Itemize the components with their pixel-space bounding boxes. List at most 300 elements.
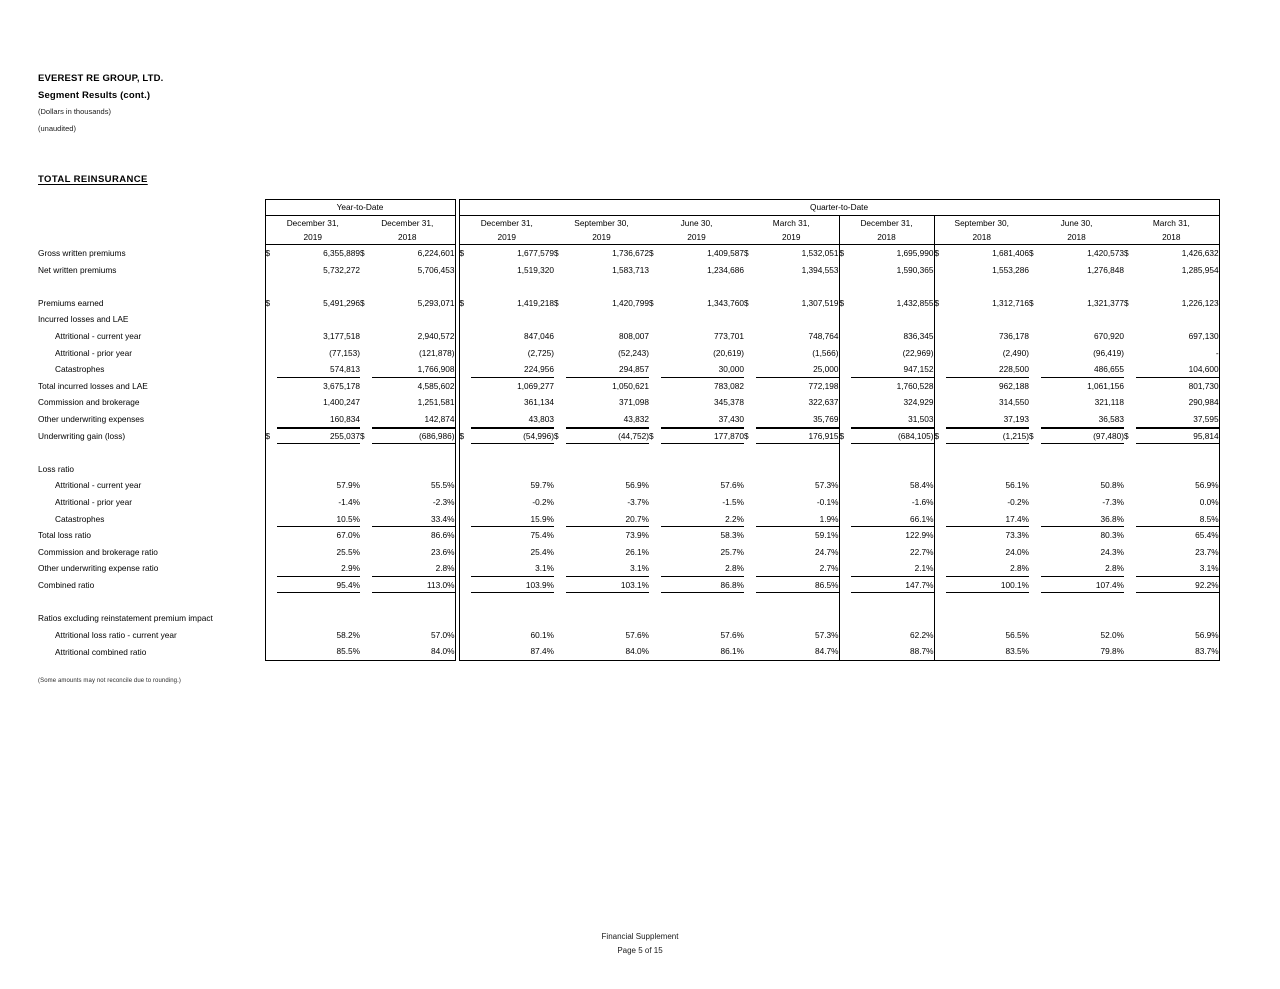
cell-value: 85.5% <box>336 646 360 657</box>
cell-value: 36.8% <box>1041 511 1124 528</box>
currency-symbol <box>459 527 471 544</box>
currency-symbol <box>554 527 566 544</box>
cell-value: -0.2% <box>532 496 554 507</box>
cell-value <box>756 610 839 627</box>
currency-symbol: $ <box>265 295 277 312</box>
column-header-year-6: 2018 <box>839 230 934 245</box>
currency-symbol <box>934 328 946 345</box>
currency-symbol <box>265 444 277 461</box>
cell-value <box>851 610 934 627</box>
cell-value: 56.9% <box>1136 477 1219 494</box>
currency-symbol <box>1124 527 1136 544</box>
table-row <box>38 544 1219 561</box>
cell-value <box>1041 461 1124 478</box>
cell-value <box>756 461 839 478</box>
cell-value: 294,857 <box>566 361 649 378</box>
currency-symbol <box>839 361 851 378</box>
cell-value <box>1136 278 1219 295</box>
currency-symbol <box>649 511 661 528</box>
cell-value: 1,681,406 <box>992 248 1029 258</box>
cell-value <box>946 444 1029 461</box>
currency-symbol <box>744 411 756 428</box>
cell-value: (121,878) <box>372 345 455 362</box>
cell-value: 176,915 <box>756 428 839 445</box>
currency-symbol: $ <box>649 297 654 308</box>
currency-symbol: $ <box>1124 430 1129 441</box>
currency-symbol <box>1124 560 1136 577</box>
cell-value <box>372 593 455 610</box>
cell-value: 808,007 <box>619 330 649 341</box>
cell-value <box>1136 610 1219 627</box>
qtd-bottom-rule <box>459 660 1219 663</box>
cell-value: 773,701 <box>714 330 744 341</box>
row-label: Attritional combined ratio <box>55 646 147 657</box>
currency-symbol <box>744 311 756 328</box>
segment-results-table <box>38 199 1220 663</box>
cell-value: 37,193 <box>946 411 1029 428</box>
currency-symbol <box>265 411 277 428</box>
table-row <box>38 378 1219 395</box>
cell-value: 56.9% <box>1136 627 1219 644</box>
currency-symbol <box>839 378 851 395</box>
cell-value: 59.7% <box>530 480 554 491</box>
currency-symbol <box>265 461 277 478</box>
currency-symbol <box>839 511 851 528</box>
currency-symbol <box>265 544 277 561</box>
cell-value: 5,491,296 <box>323 297 360 308</box>
currency-symbol <box>1029 477 1041 494</box>
currency-symbol <box>839 461 851 478</box>
cell-value: (77,153) <box>329 347 360 358</box>
currency-symbol <box>265 494 277 511</box>
currency-symbol: $ <box>554 430 559 441</box>
row-label: Other underwriting expenses <box>38 413 145 424</box>
currency-symbol <box>649 544 661 561</box>
currency-symbol <box>1124 511 1136 528</box>
currency-symbol: $ <box>360 430 365 441</box>
cell-value: 57.3% <box>814 629 839 640</box>
cell-value: 86.1% <box>720 646 744 657</box>
cell-value: 33.4% <box>372 511 455 528</box>
currency-symbol <box>265 311 277 328</box>
currency-symbol <box>459 461 471 478</box>
cell-value: 15.9% <box>471 511 554 528</box>
cell-value: 1,069,277 <box>517 380 554 391</box>
currency-symbol <box>1124 345 1136 362</box>
cell-value <box>1041 311 1124 328</box>
cell-value: 25.7% <box>720 546 744 557</box>
cell-value: 80.3% <box>1100 530 1124 541</box>
cell-value <box>566 610 649 627</box>
table-row <box>38 262 1219 279</box>
cell-value: 1,312,716 <box>992 297 1029 308</box>
currency-symbol <box>649 577 661 594</box>
currency-symbol <box>1124 262 1136 279</box>
currency-symbol <box>265 361 277 378</box>
cell-value: 2.2% <box>661 511 744 528</box>
cell-value <box>1041 610 1124 627</box>
currency-symbol <box>265 394 277 411</box>
table-row <box>38 643 1219 660</box>
currency-symbol <box>744 378 756 395</box>
cell-value: (1,566) <box>812 347 839 358</box>
cell-value <box>277 278 360 295</box>
cell-value: 736,178 <box>999 330 1029 341</box>
cell-value: 783,082 <box>714 380 744 391</box>
currency-symbol <box>459 544 471 561</box>
cell-value: 122.9% <box>851 527 934 544</box>
cell-value: 43,832 <box>566 411 649 428</box>
cell-value: 107.4% <box>1041 577 1124 594</box>
cell-value: (2,725) <box>527 347 554 358</box>
cell-value: 772,198 <box>808 380 839 391</box>
currency-symbol <box>1124 411 1136 428</box>
cell-value: 57.6% <box>720 629 744 640</box>
currency-symbol <box>934 262 946 279</box>
cell-value: 66.1% <box>851 511 934 528</box>
cell-value: 103.9% <box>471 577 554 594</box>
row-label: Other underwriting expense ratio <box>38 563 159 574</box>
currency-symbol <box>744 461 756 478</box>
cell-value: 748,764 <box>808 330 839 341</box>
currency-symbol: $ <box>1124 297 1129 308</box>
table-row <box>38 411 1219 428</box>
column-header-year-8: 2018 <box>1029 230 1124 245</box>
currency-symbol <box>360 527 372 544</box>
currency-symbol <box>554 328 566 345</box>
currency-symbol <box>265 345 277 362</box>
cell-value: 1,420,799 <box>612 297 649 308</box>
currency-symbol <box>1029 527 1041 544</box>
column-header-date-7: September 30, <box>954 218 1009 228</box>
cell-value: 1,307,519 <box>801 297 839 308</box>
cell-value <box>1136 461 1219 478</box>
cell-value: 84.7% <box>814 646 839 657</box>
currency-symbol <box>744 494 756 511</box>
column-header-year-7: 2018 <box>934 230 1029 245</box>
cell-value: 1,251,581 <box>372 394 455 411</box>
cell-value <box>851 593 934 610</box>
currency-symbol <box>934 577 946 594</box>
currency-symbol <box>1124 477 1136 494</box>
cell-value: 95,814 <box>1136 428 1219 445</box>
table-row <box>38 345 1219 362</box>
currency-symbol <box>360 361 372 378</box>
table-row <box>38 527 1219 544</box>
cell-value: 86.5% <box>756 577 839 594</box>
currency-symbol <box>554 494 566 511</box>
cell-value: 83.5% <box>1005 646 1029 657</box>
cell-value <box>372 461 455 478</box>
cell-value: (52,243) <box>618 347 649 358</box>
currency-symbol <box>1124 544 1136 561</box>
currency-symbol <box>459 444 471 461</box>
currency-symbol <box>360 627 372 644</box>
row-label: Attritional - current year <box>55 330 142 341</box>
currency-symbol <box>1124 610 1136 627</box>
cell-value: 160,834 <box>277 411 360 428</box>
currency-symbol: $ <box>1029 297 1034 308</box>
currency-symbol <box>1029 577 1041 594</box>
currency-symbol <box>459 394 471 411</box>
currency-symbol <box>265 278 277 295</box>
currency-symbol <box>1124 328 1136 345</box>
cell-value: 31,503 <box>851 411 934 428</box>
cell-value <box>946 311 1029 328</box>
segment-results-table-container <box>38 199 1243 663</box>
cell-value: 10.5% <box>277 511 360 528</box>
column-header-year-9: 2018 <box>1124 230 1219 245</box>
currency-symbol <box>360 311 372 328</box>
currency-symbol <box>649 593 661 610</box>
currency-symbol: $ <box>839 428 851 445</box>
cell-value: 847,046 <box>524 330 554 341</box>
currency-symbol: $ <box>649 430 654 441</box>
cell-value: 5,706,453 <box>372 262 455 279</box>
cell-value: 50.8% <box>1100 480 1124 491</box>
currency-symbol <box>1124 643 1136 660</box>
currency-symbol <box>360 593 372 610</box>
currency-symbol <box>649 311 661 328</box>
cell-value: 55.5% <box>372 477 455 494</box>
currency-symbol <box>744 394 756 411</box>
currency-symbol <box>360 461 372 478</box>
cell-value: 58.2% <box>336 629 360 640</box>
currency-symbol <box>744 477 756 494</box>
row-label: Incurred losses and LAE <box>38 314 129 325</box>
cell-value: 1,400,247 <box>323 397 360 408</box>
cell-value: 3.1% <box>471 560 554 577</box>
cell-value: 1,532,051 <box>801 248 839 258</box>
cell-value <box>277 593 360 610</box>
cell-value: 574,813 <box>277 361 360 378</box>
cell-value: 1,050,621 <box>612 380 649 391</box>
cell-value <box>277 311 360 328</box>
table-spacer-row <box>38 593 1219 610</box>
currency-symbol <box>934 593 946 610</box>
currency-symbol <box>554 593 566 610</box>
currency-symbol <box>1029 461 1041 478</box>
currency-symbol <box>265 610 277 627</box>
cell-value: 24.0% <box>1005 546 1029 557</box>
cell-value: 83.7% <box>1136 643 1219 660</box>
cell-value <box>372 311 455 328</box>
currency-symbol <box>554 444 566 461</box>
column-header-date-2: December 31, <box>459 216 554 231</box>
currency-symbol <box>744 511 756 528</box>
table-spacer-row <box>38 278 1219 295</box>
column-header-date-0: December 31, <box>265 216 360 231</box>
currency-symbol <box>839 311 851 328</box>
currency-symbol <box>1029 544 1041 561</box>
column-header-date-4: June 30, <box>680 218 713 228</box>
cell-value: 836,345 <box>851 328 934 345</box>
currency-symbol <box>839 494 851 511</box>
currency-symbol <box>265 527 277 544</box>
table-row <box>38 477 1219 494</box>
currency-symbol <box>744 345 756 362</box>
currency-symbol: $ <box>1029 430 1034 441</box>
currency-symbol <box>360 328 372 345</box>
cell-value: 486,655 <box>1041 361 1124 378</box>
currency-symbol <box>265 328 277 345</box>
cell-value: (2,490) <box>1002 347 1029 358</box>
cell-value <box>277 461 360 478</box>
cell-value: 56.1% <box>1005 480 1029 491</box>
currency-symbol <box>839 593 851 610</box>
currency-symbol <box>265 643 277 660</box>
cell-value: 84.0% <box>625 646 649 657</box>
cell-value: 1,234,686 <box>707 264 744 275</box>
cell-value: 57.0% <box>372 627 455 644</box>
cell-value <box>471 311 554 328</box>
cell-value: (686,986) <box>372 428 455 445</box>
currency-symbol <box>360 511 372 528</box>
table-row <box>38 627 1219 644</box>
currency-symbol <box>554 461 566 478</box>
cell-value: 57.6% <box>625 629 649 640</box>
table-row <box>38 428 1219 445</box>
cell-value <box>566 461 649 478</box>
cell-value: 1,394,553 <box>801 264 839 275</box>
currency-symbol <box>934 627 946 644</box>
currency-symbol <box>934 378 946 395</box>
currency-symbol <box>554 511 566 528</box>
cell-value: 79.8% <box>1100 646 1124 657</box>
currency-symbol <box>1029 411 1041 428</box>
currency-symbol <box>839 262 851 279</box>
cell-value: 87.4% <box>530 646 554 657</box>
cell-value <box>471 610 554 627</box>
currency-symbol <box>265 577 277 594</box>
cell-value: 30,000 <box>661 361 744 378</box>
currency-symbol <box>360 477 372 494</box>
table-year-header-row <box>38 230 1219 245</box>
table-row <box>38 560 1219 577</box>
currency-symbol <box>1029 494 1041 511</box>
currency-symbol <box>554 345 566 362</box>
cell-value: 1,419,218 <box>517 297 554 308</box>
cell-value <box>946 610 1029 627</box>
currency-symbol: $ <box>744 297 749 308</box>
column-header-year-5: 2019 <box>744 230 839 245</box>
currency-symbol <box>744 262 756 279</box>
cell-value: 962,188 <box>999 380 1029 391</box>
currency-symbol <box>934 345 946 362</box>
table-row <box>38 494 1219 511</box>
cell-value: 2.8% <box>1041 560 1124 577</box>
table-row <box>38 511 1219 528</box>
cell-value <box>566 593 649 610</box>
currency-symbol <box>265 511 277 528</box>
row-label: Commission and brokerage <box>38 397 140 408</box>
cell-value: (97,480) <box>1041 428 1124 445</box>
cell-value <box>851 444 934 461</box>
cell-value: (22,969) <box>851 345 934 362</box>
cell-value: 1,553,286 <box>992 264 1029 275</box>
currency-symbol <box>265 477 277 494</box>
currency-symbol <box>934 477 946 494</box>
cell-value: 801,730 <box>1136 378 1219 395</box>
cell-value: 6,355,889 <box>323 248 360 258</box>
currency-symbol: $ <box>459 295 471 312</box>
cell-value: 6,224,601 <box>372 245 455 262</box>
cell-value: 22.7% <box>851 544 934 561</box>
audit-note: (unaudited) <box>38 123 76 133</box>
row-label-spacer <box>38 200 265 216</box>
cell-value: -1.4% <box>338 496 360 507</box>
row-label: Premiums earned <box>38 297 104 308</box>
cell-value: 1,409,587 <box>707 248 744 258</box>
currency-symbol <box>459 378 471 395</box>
currency-symbol <box>649 394 661 411</box>
currency-symbol <box>649 643 661 660</box>
currency-symbol <box>839 278 851 295</box>
row-label: Total loss ratio <box>38 530 92 541</box>
currency-symbol <box>934 560 946 577</box>
cell-value <box>661 278 744 295</box>
currency-symbol: $ <box>360 297 365 308</box>
currency-symbol <box>459 494 471 511</box>
currency-symbol <box>649 411 661 428</box>
cell-value: 697,130 <box>1136 328 1219 345</box>
currency-symbol: $ <box>265 245 277 262</box>
cell-value: 1,061,156 <box>1087 380 1124 391</box>
cell-value: 75.4% <box>530 530 554 541</box>
cell-value: 1.9% <box>756 511 839 528</box>
cell-value: 36,583 <box>1041 411 1124 428</box>
currency-symbol <box>1124 593 1136 610</box>
cell-value <box>1136 311 1219 328</box>
currency-symbol <box>839 610 851 627</box>
cell-value: 1,519,320 <box>517 264 554 275</box>
cell-value: 1,760,528 <box>851 378 934 395</box>
currency-symbol <box>554 394 566 411</box>
cell-value: 43,803 <box>471 411 554 428</box>
currency-symbol <box>744 577 756 594</box>
cell-value: 324,929 <box>851 394 934 411</box>
rounding-footnote: (Some amounts may not reconcile due to rounding.) <box>38 678 181 684</box>
currency-symbol <box>839 544 851 561</box>
currency-symbol <box>649 494 661 511</box>
row-label <box>38 278 265 295</box>
cell-value: 62.2% <box>851 627 934 644</box>
currency-symbol <box>649 610 661 627</box>
currency-symbol <box>459 345 471 362</box>
currency-symbol <box>1029 610 1041 627</box>
currency-symbol <box>1124 311 1136 328</box>
cell-value: 67.0% <box>336 530 360 541</box>
cell-value: 20.7% <box>566 511 649 528</box>
currency-symbol <box>839 477 851 494</box>
currency-symbol <box>554 311 566 328</box>
column-header-year-2: 2019 <box>459 230 554 245</box>
currency-symbol <box>649 560 661 577</box>
cell-value: -7.3% <box>1102 496 1124 507</box>
column-header-year-3: 2019 <box>554 230 649 245</box>
currency-symbol <box>459 361 471 378</box>
currency-symbol <box>459 511 471 528</box>
cell-value: (44,752) <box>566 428 649 445</box>
cell-value: 147.7% <box>851 577 934 594</box>
cell-value <box>1041 593 1124 610</box>
cell-value: 2.8% <box>946 560 1029 577</box>
cell-value: 23.6% <box>372 544 455 561</box>
currency-symbol <box>839 577 851 594</box>
currency-symbol <box>1029 328 1041 345</box>
currency-symbol <box>744 278 756 295</box>
cell-value <box>277 444 360 461</box>
